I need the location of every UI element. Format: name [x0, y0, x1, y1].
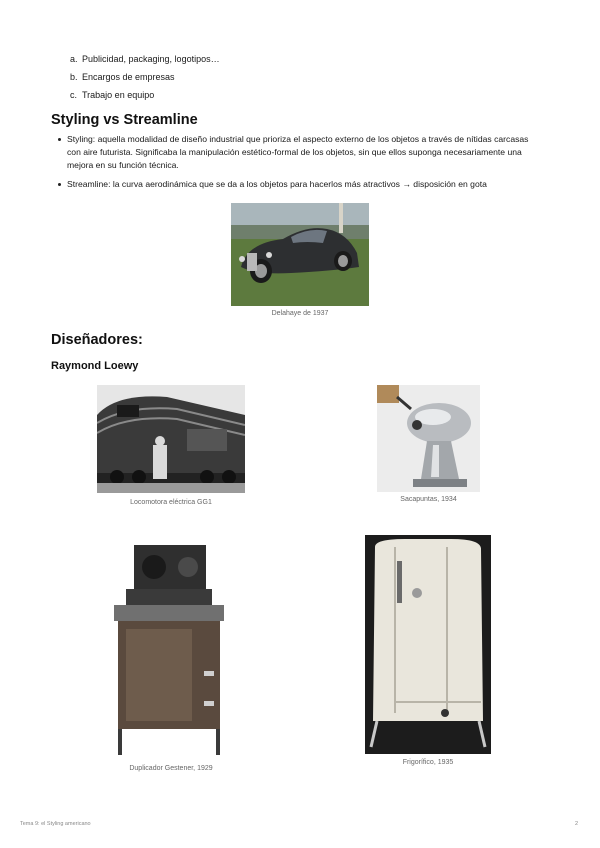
list-item: c. Trabajo en equipo	[70, 90, 155, 100]
locomotive-photo	[97, 385, 245, 493]
list-item: a. Publicidad, packaging, logotipos…	[70, 54, 220, 64]
section-heading-styling: Styling vs Streamline	[51, 112, 198, 128]
figure-caption: Sacapuntas, 1934	[400, 496, 457, 503]
fridge-photo	[365, 535, 491, 754]
list-item: b. Encargos de empresas	[70, 72, 175, 82]
footer-title: Tema 9: el Styling americano	[20, 821, 91, 827]
figure-caption: Frigorífico, 1935	[402, 759, 454, 766]
figure-caption: Delahaye de 1937	[271, 310, 329, 317]
figure-caption: Locomotora eléctrica GG1	[130, 499, 212, 506]
bullet-list	[55, 133, 535, 197]
ordered-list	[70, 50, 220, 104]
bullet-item-styling: Styling: aquella modalidad de diseño industrial que prioriza el aspecto externo de los objetos a través de nítidas carcasas con aire futurista. Significaba la manipulación estético-formal de los objetos, sin que ellos suponga necesariamente una mejora en su función técnica.	[55, 133, 535, 172]
sharpener-photo	[377, 385, 480, 492]
figure-caption: Duplicador Gestener, 1929	[129, 765, 213, 772]
section-heading-designers: Diseñadores:	[51, 332, 143, 348]
page-number: 2	[575, 821, 579, 827]
car-photo	[231, 203, 369, 306]
bullet-item-streamline: Streamline: la curva aerodinámica que se da a los objetos para hacerlos más atractivos → disposición en gota	[55, 178, 535, 191]
duplicator-photo	[108, 541, 230, 761]
designer-name: Raymond Loewy	[51, 360, 139, 372]
